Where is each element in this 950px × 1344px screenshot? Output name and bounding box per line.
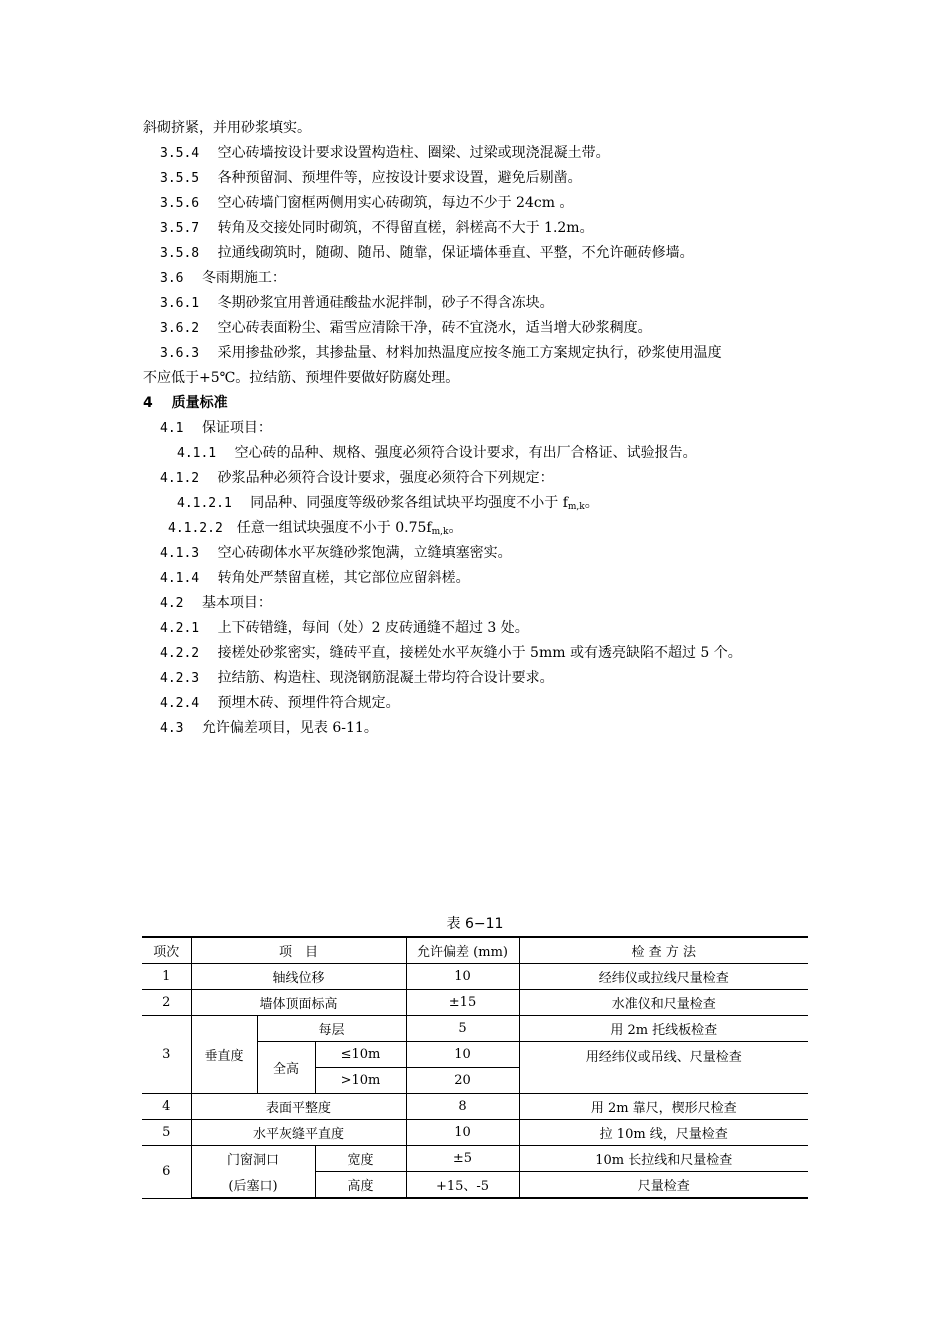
clause-number: 4.1	[160, 421, 184, 436]
table-cell: 轴线位移	[191, 964, 406, 990]
table-cell: >10m	[315, 1068, 406, 1094]
clause-number: 4.2.2	[160, 646, 200, 661]
clause-number: 3.5.5	[160, 171, 200, 186]
table-cell: 经纬仪或拉线尺量检查	[519, 964, 808, 990]
table-row	[142, 990, 808, 1016]
table-row	[142, 1172, 808, 1199]
clause-4-1-2-1: 4.1.2.1 同品种、同强度等级砂浆各组试块平均强度不小于 $f_{m,k}$。	[177, 495, 599, 512]
clause-4-1-3: 4.1.3 空心砖砌体水平灰缝砂浆饱满，立缝填塞密实。	[160, 545, 512, 561]
clause-number: 3.5.6	[160, 196, 200, 211]
table-cell: 4	[142, 1094, 191, 1120]
clause-number: 3.5.4	[160, 146, 200, 161]
table-cell: 尺量检查	[519, 1172, 808, 1199]
table-cell: 5	[142, 1120, 191, 1146]
clause-number: 3.6	[160, 271, 184, 286]
table-cell: 每层	[257, 1016, 406, 1042]
clause-3-6-3: 3.6.3 采用掺盐砂浆，其掺盐量、材料加热温度应按冬施工方案规定执行，砂浆使用温度	[160, 345, 722, 361]
table-cell: 水准仪和尺量检查	[519, 990, 808, 1016]
clause-4-3: 4.3 允许偏差项目，见表 6-11。	[160, 720, 378, 736]
clause-4-2-1: 4.2.1 上下砖错缝，每间（处）2 皮砖通缝不超过 3 处。	[160, 620, 529, 636]
table-cell: 5	[406, 1016, 519, 1042]
table-row	[142, 1120, 808, 1146]
table-cell: 用 2m 靠尺，楔形尺检查	[519, 1094, 808, 1120]
table-cell: 10m 长拉线和尺量检查	[519, 1146, 808, 1172]
table-cell: 用经纬仪或吊线、尺量检查	[519, 1042, 808, 1094]
table-row	[142, 1094, 808, 1120]
table-cell: 20	[406, 1068, 519, 1094]
paragraph-line: 斜砌挤紧，并用砂浆填实。	[143, 120, 311, 136]
tolerance-table	[142, 936, 808, 1199]
table-cell: 水平灰缝平直度	[191, 1120, 406, 1146]
clause-number: 4.1.3	[160, 546, 200, 561]
table-cell: 1	[142, 964, 191, 990]
paragraph-line: 不应低于+5℃。拉结筋、预埋件要做好防腐处理。	[143, 370, 460, 386]
clause-number: 4.1.2.2	[168, 521, 223, 536]
clause-number: 3.5.8	[160, 246, 200, 261]
table-cell: 垂直度	[191, 1016, 257, 1094]
clause-4-1-2-2: 4.1.2.2 任意一组试块强度不小于 $0.75f_{m,k}$。	[168, 520, 463, 537]
clause-4-2: 4.2 基本项目：	[160, 595, 272, 611]
clause-number: 4.1.2.1	[177, 496, 232, 511]
table-cell: ≤10m	[315, 1042, 406, 1068]
table-cell: ±5	[406, 1146, 519, 1172]
header-cell: 项 目	[191, 937, 406, 964]
table-cell: 10	[406, 1120, 519, 1146]
table-cell: ±15	[406, 990, 519, 1016]
table-cell: 高度	[315, 1172, 406, 1199]
clause-3-5-7: 3.5.7 转角及交接处同时砌筑，不得留直槎，斜槎高不大于 1.2m。	[160, 220, 594, 236]
clause-number: 4.2.4	[160, 696, 200, 711]
table-cell: 门窗洞口	[191, 1146, 315, 1172]
clause-number: 4.3	[160, 721, 184, 736]
clause-number: 4.2	[160, 596, 184, 611]
table-cell: 10	[406, 964, 519, 990]
table-cell: 表面平整度	[191, 1094, 406, 1120]
section-heading: 4 质量标准	[143, 395, 228, 411]
table-cell: 全高	[257, 1042, 315, 1094]
table-cell: 8	[406, 1094, 519, 1120]
table-cell: 2	[142, 990, 191, 1016]
clause-3-5-4: 3.5.4 空心砖墙按设计要求设置构造柱、圈梁、过梁或现浇混凝土带。	[160, 145, 610, 161]
clause-3-6-2: 3.6.2 空心砖表面粉尘、霜雪应清除干净，砖不宜浇水，适当增大砂浆稠度。	[160, 320, 652, 336]
clause-4-2-2: 4.2.2 接槎处砂浆密实，缝砖平直，接槎处水平灰缝小于 5mm 或有透亮缺陷不超过 5 个。	[160, 645, 742, 661]
clause-3-6-1: 3.6.1 冬期砂浆宜用普通硅酸盐水泥拌制，砂子不得含冻块。	[160, 295, 554, 311]
table-cell: 拉 10m 线，尺量检查	[519, 1120, 808, 1146]
clause-4-1-2: 4.1.2 砂浆品种必须符合设计要求，强度必须符合下列规定：	[160, 470, 554, 486]
table-cell: (后塞口)	[191, 1172, 315, 1199]
table-cell: 墙体顶面标高	[191, 990, 406, 1016]
clause-number: 4.1.2	[160, 471, 200, 486]
table-cell: +15、-5	[406, 1172, 519, 1199]
clause-4-1: 4.1 保证项目：	[160, 420, 272, 436]
table-caption: 表 6−11	[446, 916, 504, 932]
clause-3-5-8: 3.5.8 拉通线砌筑时，随砌、随吊、随靠，保证墙体垂直、平整，不允许砸砖修墙。	[160, 245, 694, 261]
clause-number: 4.1.4	[160, 571, 200, 586]
table-header-row	[142, 937, 808, 964]
clause-number: 3.5.7	[160, 221, 200, 236]
header-cell: 项次	[142, 937, 191, 964]
clause-number: 4.1.1	[177, 446, 217, 461]
header-cell: 检 查 方 法	[519, 937, 808, 964]
clause-3-5-6: 3.5.6 空心砖墙门窗框两侧用实心砖砌筑，每边不少于 24cm 。	[160, 195, 574, 211]
table-cell: 10	[406, 1042, 519, 1068]
clause-3-6: 3.6 冬雨期施工：	[160, 270, 286, 286]
clause-number: 3.6.2	[160, 321, 200, 336]
table-row	[142, 1016, 808, 1042]
clause-number: 4.2.3	[160, 671, 200, 686]
clause-4-2-4: 4.2.4 预埋木砖、预埋件符合规定。	[160, 695, 400, 711]
clause-number: 4.2.1	[160, 621, 200, 636]
clause-4-1-4: 4.1.4 转角处严禁留直槎，其它部位应留斜槎。	[160, 570, 470, 586]
clause-number: 3.6.1	[160, 296, 200, 311]
header-cell: 允许偏差 (mm)	[406, 937, 519, 964]
table-row	[142, 964, 808, 990]
clause-4-2-3: 4.2.3 拉结筋、构造柱、现浇钢筋混凝土带均符合设计要求。	[160, 670, 554, 686]
table-row	[142, 1146, 808, 1172]
table-cell: 用 2m 托线板检查	[519, 1016, 808, 1042]
clause-number: 3.6.3	[160, 346, 200, 361]
table-cell: 6	[142, 1146, 191, 1199]
table-cell: 3	[142, 1016, 191, 1094]
clause-4-1-1: 4.1.1 空心砖的品种、规格、强度必须符合设计要求，有出厂合格证、试验报告。	[177, 445, 697, 461]
table-cell: 宽度	[315, 1146, 406, 1172]
clause-3-5-5: 3.5.5 各种预留洞、预埋件等，应按设计要求设置，避免后剔凿。	[160, 170, 582, 186]
